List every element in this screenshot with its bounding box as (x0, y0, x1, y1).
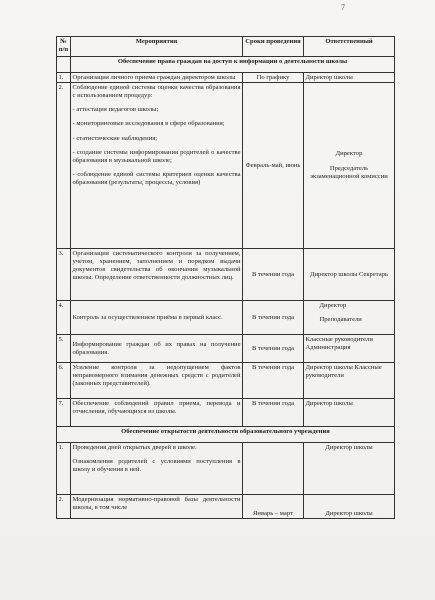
section-title-access: Обеспечение права граждан на доступ к информации о деятельности школы (71, 57, 395, 73)
event-item: - соблюдение единой системы критериев оценки качества образования (результаты, процессы, условия) (72, 171, 241, 187)
row-number: 2. (57, 495, 71, 519)
row-event: Организация личного приема граждан директором школы (71, 73, 243, 83)
row-event: Организация систематического контроля за получением, учетом, хранением, заполнением и порядком выдачи документов свидетельства об окончании музыкальной школы. Определение ответственности должностных лиц. (71, 249, 243, 301)
row-number: 1. (57, 73, 71, 83)
row-number: 4. (57, 301, 71, 335)
row-number: 7. (57, 399, 71, 427)
table-row (57, 495, 395, 519)
row-dates: В течении года (243, 335, 304, 363)
row-number: 2. (57, 83, 71, 249)
row-event: Информирование граждан об их правах на получение образования. (71, 335, 243, 363)
table-header-row (57, 37, 395, 57)
row-responsible: Директор школы (304, 73, 395, 83)
event-item: - статистические наблюдения; (72, 134, 158, 142)
responsible-director: Директор (335, 150, 363, 158)
header-event: Мероприятия (71, 37, 243, 57)
row-event: Модернизация нормативно-правовой базы деятельности школы, в том числе (71, 495, 243, 519)
event-item: - мониторинговые исследования в сфере образования; (72, 120, 225, 128)
row-dates: В течении года (243, 399, 304, 427)
table-row (57, 83, 395, 249)
row-event (71, 443, 243, 495)
responsible-director: Директор (319, 301, 347, 309)
event-intro: Соблюдение единой системы оценки качества образования с использованием процедур: (72, 83, 241, 99)
row-responsible: Классные руководители Администрация (304, 335, 395, 363)
event-item: - создание системы информирования родителей о качестве образования в музыкальной школе; (72, 148, 241, 164)
row-number: 1. (57, 443, 71, 495)
table-row (57, 335, 395, 363)
row-number: 5. (57, 335, 71, 363)
event-item: Проведения дней открытых дверей в школе. (72, 443, 197, 451)
section-row (57, 427, 395, 443)
table-row (57, 363, 395, 399)
row-event: Контроль за осуществлением приёма в первый класс. (71, 301, 243, 335)
row-event: Обеспечение соблюдений правил приема, перевода и отчисления, обучающихся из школы. (71, 399, 243, 427)
row-responsible: Директор школы (304, 399, 395, 427)
event-item: - аттестация педагогов школы; (72, 106, 159, 114)
row-dates: В течении года (243, 249, 304, 301)
table-row (57, 73, 395, 83)
row-responsible: Директор школы (304, 495, 395, 519)
row-dates (243, 443, 304, 495)
event-item: Ознакомления родителей с условиями поступления в школу и обучения в ней. (72, 457, 241, 474)
table-row (57, 443, 395, 495)
row-dates: В течении года (243, 363, 304, 399)
section-title-openness: Обеспечение открытости деятельности образовательного учреждения (57, 427, 395, 443)
responsible-teachers: Преподаватели (319, 315, 362, 323)
row-responsible (304, 301, 395, 335)
page-number-mark: 7 (341, 3, 345, 12)
row-responsible: Директор школы Секретарь (304, 249, 395, 301)
row-responsible (304, 83, 395, 249)
plan-table (56, 36, 395, 519)
header-responsible: Ответственный (304, 37, 395, 57)
row-responsible: Директор школы (304, 443, 395, 495)
header-num: № п/п (57, 37, 71, 57)
row-event: Усиление контроля за недопущением фактов неправомерного взимания денежных средств с родителей (законных представителей). (71, 363, 243, 399)
table-row (57, 249, 395, 301)
row-dates: В течении года (243, 301, 304, 335)
table-row (57, 399, 395, 427)
row-responsible: Директор школы Классные руководители (304, 363, 395, 399)
table-row (57, 301, 395, 335)
row-dates: Январь – март (243, 495, 304, 519)
row-event (71, 83, 243, 249)
row-number: 6. (57, 363, 71, 399)
row-number: 3. (57, 249, 71, 301)
header-dates: Сроки проведения (243, 37, 304, 57)
row-dates: Февраль-май, июнь (243, 83, 304, 249)
responsible-chairman: Председатель экзаменационной комиссии (310, 164, 388, 180)
row-dates: По графику (243, 73, 304, 83)
section-row (57, 57, 395, 73)
